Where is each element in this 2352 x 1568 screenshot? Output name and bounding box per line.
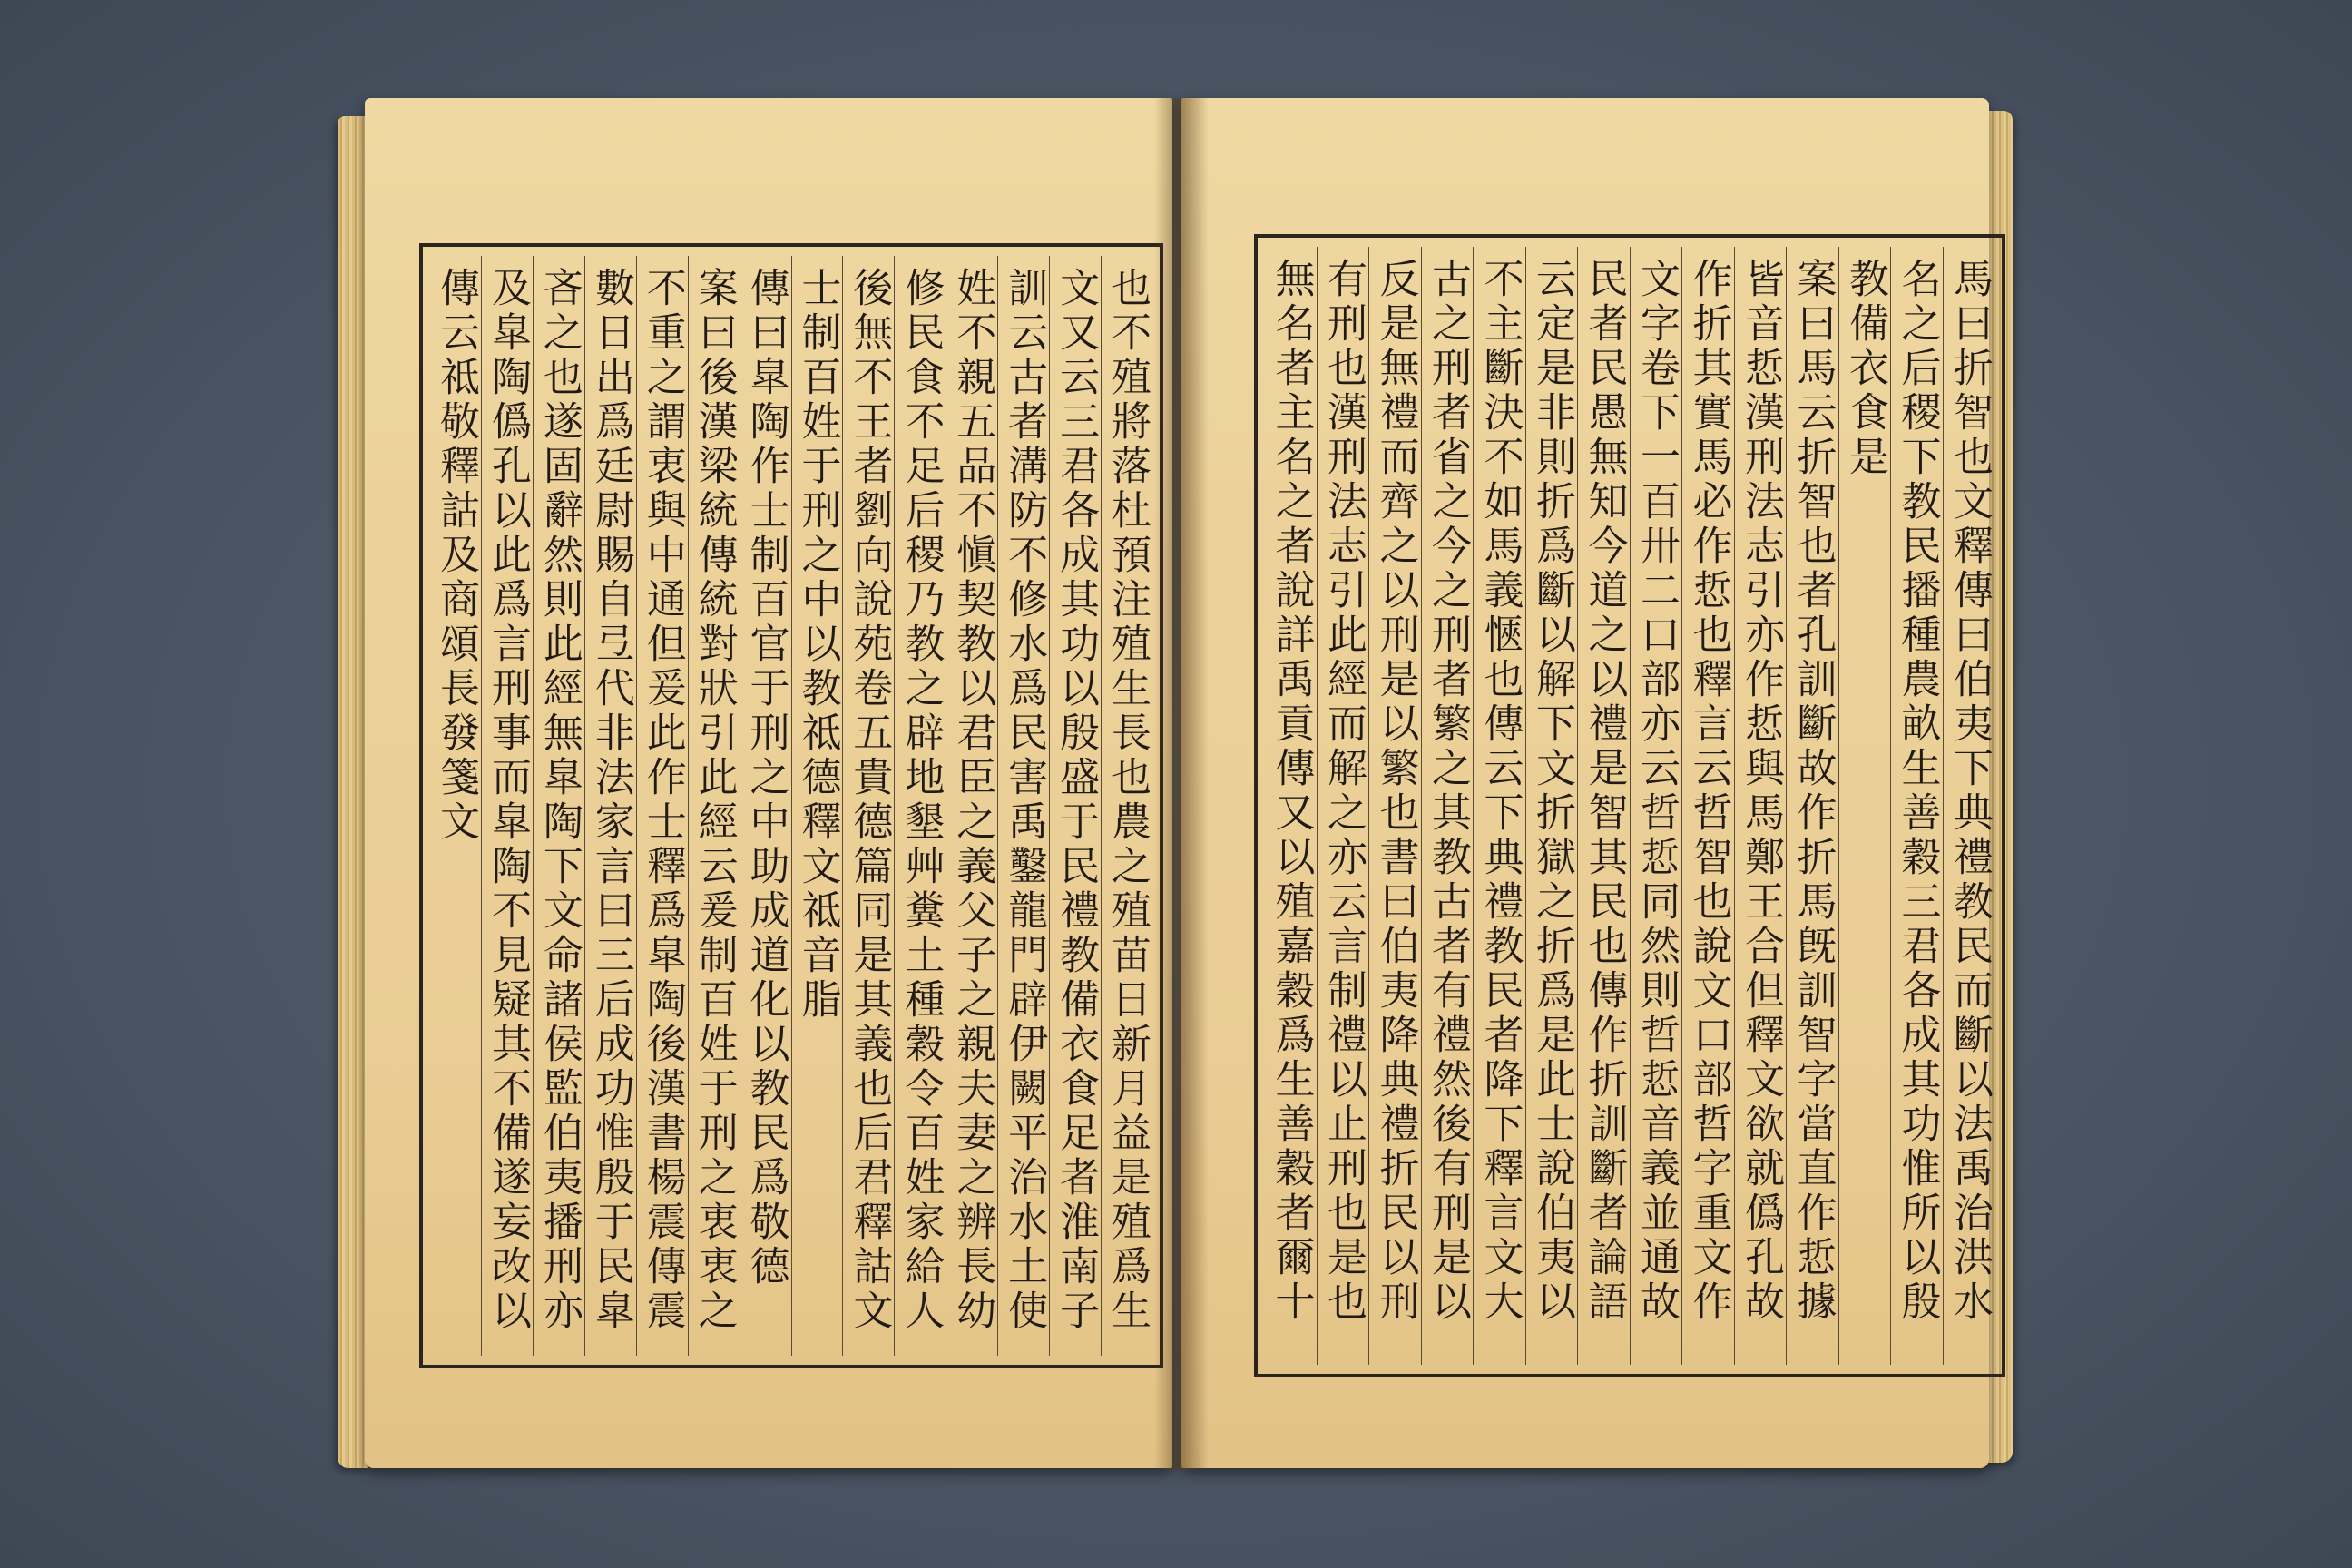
left-page — [365, 98, 1172, 1468]
text-column: 不主斷決不如馬義愜也傳云下典禮教民者降下釋言文大 — [1473, 247, 1525, 1365]
book-gutter — [1154, 98, 1209, 1470]
text-column: 士制百姓于刑之中以教祗德釋文祗音脂 — [791, 256, 843, 1356]
text-column: 無名者主名之者說詳禹貢傳又以殖嘉穀爲生善穀者爾十 — [1268, 258, 1315, 1325]
text-column: 及皐陶僞孔以此爲言刑事而皐陶不見疑其不備遂妄改以 — [481, 256, 533, 1356]
text-column: 作折其實馬必作悊也釋言云哲智也說文口部哲字重文作 — [1681, 247, 1734, 1365]
text-column: 傳曰皐陶作士制百官于刑之中助成道化以教民爲敬德 — [740, 256, 791, 1356]
right-columns — [1265, 247, 1994, 1365]
text-column: 姓不親五品不愼契教以君臣之義父子之親夫妻之辨長幼 — [946, 256, 997, 1356]
text-column: 訓云古者溝防不修水爲民害禹鑿龍門辟伊闕平治水土使 — [997, 256, 1049, 1356]
text-column: 傳云祗敬釋詁及商頌長發箋文 — [433, 267, 480, 845]
text-column: 馬曰折智也文釋傳曰伯夷下典禮教民而斷以法禹治洪水 — [1943, 247, 1995, 1365]
text-column: 吝之也遂固辭然則此經無皐陶下文命諸侯監伯夷播刑亦 — [533, 256, 584, 1356]
text-column: 也不殖將落杜預注殖生長也農之殖苗日新月益是殖爲生 — [1101, 256, 1152, 1356]
text-column: 文字卷下一百卅二口部亦云哲悊同然則哲悊音義並通故 — [1630, 247, 1682, 1365]
text-column: 民者民愚無知今道之以禮是智其民也傳作折訓斷者論語 — [1577, 247, 1630, 1365]
open-book — [338, 98, 2007, 1477]
right-text-frame — [1254, 234, 2005, 1377]
text-column: 有刑也漢刑法志引此經而解之亦云言制禮以止刑也是也 — [1317, 247, 1369, 1365]
text-column: 反是無禮而齊之以刑是以繁也書曰伯夷降典禮折民以刑 — [1368, 247, 1421, 1365]
text-column: 數日出爲廷尉賜自弖代非法家言曰三后成功惟殷于民皐 — [584, 256, 636, 1356]
text-column: 名之后稷下教民播種農畝生善穀三君各成其功惟所以殷 — [1890, 247, 1943, 1365]
text-column: 教備衣食是 — [1838, 247, 1891, 1365]
text-column: 後無不王者劉向說苑卷五貴德篇同是其義也后君釋詁文 — [842, 256, 894, 1356]
page-edges-left — [338, 116, 368, 1468]
left-text-frame — [419, 243, 1163, 1368]
right-page — [1181, 98, 1993, 1468]
text-column: 不重之謂衷與中通但爰此作士釋爲皐陶後漢書楊震傳震 — [636, 256, 688, 1356]
text-column: 古之刑者省之今之刑者繁之其教古者有禮然後有刑是以 — [1421, 247, 1474, 1365]
text-column: 案曰後漢梁統傳統對狀引此經云爰制百姓于刑之衷衷之 — [688, 256, 740, 1356]
text-column: 案曰馬云折智也者孔訓斷故作折馬旣訓智字當直作悊據 — [1786, 247, 1838, 1365]
text-column: 皆音悊漢刑法志引亦作悊與馬鄭王合但釋文欲就僞孔故 — [1734, 247, 1787, 1365]
text-column: 修民食不足后稷乃教之辟地墾艸糞土種穀令百姓家給人 — [894, 256, 946, 1356]
left-columns — [430, 256, 1152, 1356]
text-column: 云定是非則折爲斷以解下文折獄之折爲是此士說伯夷以 — [1525, 247, 1578, 1365]
text-column: 文又云三君各成其功以殷盛于民禮教備衣食足者淮南子 — [1049, 256, 1101, 1356]
